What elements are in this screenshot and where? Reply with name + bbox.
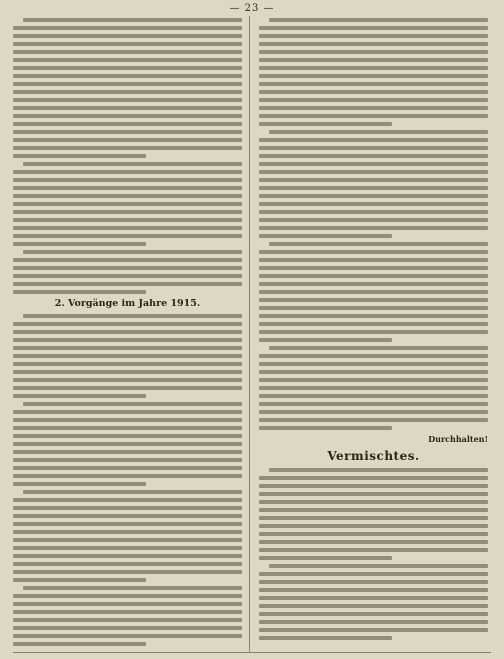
text-line <box>259 66 488 70</box>
text-line <box>259 370 488 374</box>
text-line <box>269 18 488 22</box>
text-line <box>13 410 242 414</box>
closing-word: Durchhalten! <box>428 434 488 444</box>
text-line <box>13 66 242 70</box>
text-line <box>13 90 242 94</box>
text-line <box>259 266 488 270</box>
text-line <box>13 186 242 190</box>
text-line <box>259 484 488 488</box>
text-line <box>259 178 488 182</box>
text-line <box>259 210 488 214</box>
text-line <box>13 26 242 30</box>
text-line <box>13 346 242 350</box>
text-line <box>13 378 242 382</box>
right-column <box>259 18 488 644</box>
text-line <box>13 434 242 438</box>
text-line <box>259 274 488 278</box>
text-line <box>13 602 242 606</box>
text-line <box>13 34 242 38</box>
text-line <box>259 202 488 206</box>
section-heading-vermischtes: Vermischtes. <box>327 449 420 463</box>
text-line <box>259 218 488 222</box>
text-line <box>13 154 146 158</box>
text-line <box>259 418 488 422</box>
text-line <box>13 474 242 478</box>
column-divider <box>249 16 250 652</box>
text-line <box>13 122 242 126</box>
text-line <box>13 570 242 574</box>
text-line <box>259 338 392 342</box>
text-line <box>259 162 488 166</box>
text-line <box>259 74 488 78</box>
text-line <box>13 418 242 422</box>
text-line <box>269 346 488 350</box>
text-line <box>13 498 242 502</box>
text-line <box>23 250 242 254</box>
text-line <box>13 42 242 46</box>
text-line <box>259 90 488 94</box>
text-line <box>13 234 242 238</box>
text-line <box>13 546 242 550</box>
right-column-text-block <box>259 18 488 430</box>
text-line <box>13 578 146 582</box>
text-line <box>13 530 242 534</box>
text-line <box>269 130 488 134</box>
text-line <box>269 468 488 472</box>
text-line <box>13 514 242 518</box>
text-line <box>259 250 488 254</box>
text-line <box>259 402 488 406</box>
text-line <box>13 218 242 222</box>
text-line <box>13 330 242 334</box>
text-line <box>259 226 488 230</box>
text-line <box>259 628 488 632</box>
text-line <box>13 50 242 54</box>
text-line <box>13 138 242 142</box>
text-line <box>259 282 488 286</box>
text-line <box>259 362 488 366</box>
text-line <box>13 210 242 214</box>
text-line <box>259 588 488 592</box>
text-line <box>259 26 488 30</box>
text-line <box>13 114 242 118</box>
right-column-text-block <box>259 468 488 640</box>
text-line <box>13 626 242 630</box>
text-line <box>13 426 242 430</box>
text-line <box>259 394 488 398</box>
text-line <box>13 58 242 62</box>
text-line <box>13 458 242 462</box>
text-line <box>259 572 488 576</box>
text-line <box>259 82 488 86</box>
text-line <box>13 466 242 470</box>
text-line <box>259 604 488 608</box>
text-line <box>259 42 488 46</box>
text-line <box>13 482 146 486</box>
text-line <box>259 500 488 504</box>
text-line <box>259 98 488 102</box>
text-line <box>259 620 488 624</box>
text-line <box>13 538 242 542</box>
text-line <box>13 146 242 150</box>
text-line <box>259 314 488 318</box>
text-line <box>13 522 242 526</box>
text-line <box>23 586 242 590</box>
text-line <box>259 234 392 238</box>
text-line <box>23 490 242 494</box>
text-line <box>23 402 242 406</box>
text-line <box>13 506 242 510</box>
text-line <box>13 370 242 374</box>
text-line <box>259 258 488 262</box>
text-line <box>13 274 242 278</box>
left-column-text-block <box>13 314 242 646</box>
text-line <box>13 642 146 646</box>
text-line <box>259 290 488 294</box>
text-line <box>13 282 242 286</box>
text-line <box>13 338 242 342</box>
text-line <box>13 354 242 358</box>
text-line <box>13 202 242 206</box>
text-line <box>259 186 488 190</box>
text-line <box>13 170 242 174</box>
text-line <box>13 386 242 390</box>
text-line <box>259 34 488 38</box>
text-line <box>259 354 488 358</box>
section-heading-1915: 2. Vorgänge im Jahre 1915. <box>54 298 201 309</box>
text-line <box>259 146 488 150</box>
text-line <box>13 450 242 454</box>
text-line <box>259 386 488 390</box>
text-line <box>23 162 242 166</box>
text-line <box>259 548 488 552</box>
text-line <box>13 106 242 110</box>
text-line <box>13 266 242 270</box>
text-line <box>13 554 242 558</box>
text-line <box>259 516 488 520</box>
text-line <box>259 58 488 62</box>
text-line <box>13 194 242 198</box>
text-line <box>13 362 242 366</box>
text-line <box>259 322 488 326</box>
text-line <box>259 476 488 480</box>
left-column <box>13 18 242 650</box>
text-line <box>13 258 242 262</box>
text-line <box>13 98 242 102</box>
text-line <box>269 242 488 246</box>
text-line <box>259 122 392 126</box>
text-line <box>13 130 242 134</box>
text-line <box>13 74 242 78</box>
text-line <box>259 306 488 310</box>
text-line <box>259 106 488 110</box>
text-line <box>13 82 242 86</box>
text-line <box>259 532 488 536</box>
text-line <box>23 18 242 22</box>
text-line <box>23 314 242 318</box>
text-line <box>13 594 242 598</box>
text-line <box>259 114 488 118</box>
left-column-text-block <box>13 18 242 294</box>
text-line <box>259 612 488 616</box>
text-line <box>13 242 146 246</box>
text-line <box>259 330 488 334</box>
text-line <box>259 556 392 560</box>
text-line <box>259 540 488 544</box>
text-line <box>13 322 242 326</box>
text-line <box>259 492 488 496</box>
text-line <box>259 508 488 512</box>
text-line <box>13 394 146 398</box>
text-line <box>259 138 488 142</box>
text-line <box>13 442 242 446</box>
text-line <box>259 154 488 158</box>
text-line <box>13 610 242 614</box>
text-line <box>259 580 488 584</box>
footer-rule <box>13 652 491 653</box>
text-line <box>259 170 488 174</box>
text-line <box>259 596 488 600</box>
text-line <box>13 290 146 294</box>
text-line <box>13 226 242 230</box>
text-line <box>259 50 488 54</box>
text-line <box>259 378 488 382</box>
text-line <box>259 298 488 302</box>
text-line <box>13 178 242 182</box>
text-line <box>13 562 242 566</box>
text-line <box>259 194 488 198</box>
text-line <box>13 618 242 622</box>
text-line <box>259 426 392 430</box>
text-line <box>259 636 392 640</box>
text-line <box>259 524 488 528</box>
text-line <box>269 564 488 568</box>
page-number: — 23 — <box>229 3 275 14</box>
text-line <box>259 410 488 414</box>
text-line <box>13 634 242 638</box>
